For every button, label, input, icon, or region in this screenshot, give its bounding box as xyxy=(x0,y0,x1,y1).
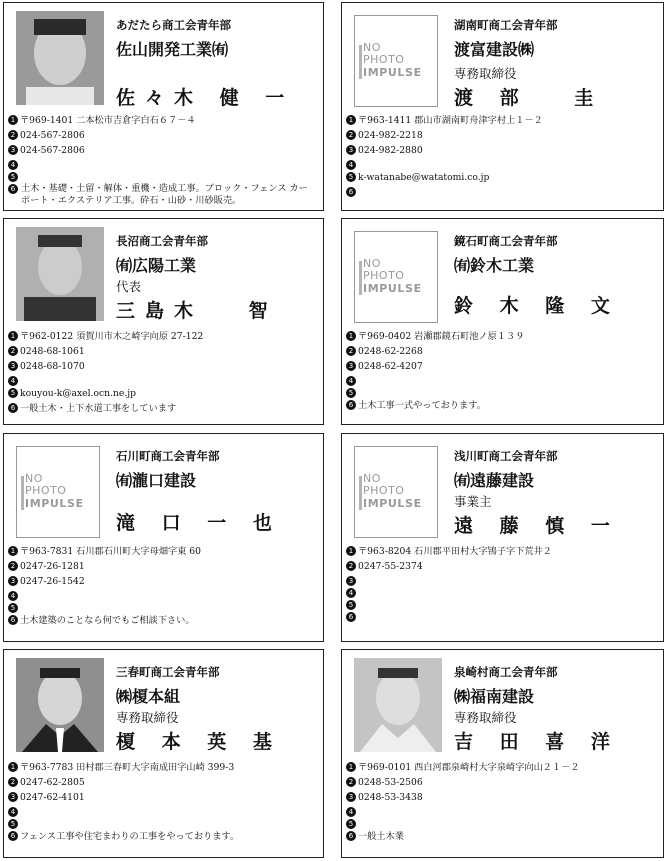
phone-row: 2 0247-26-1281 xyxy=(8,559,319,574)
marker-4: 4 xyxy=(8,376,18,386)
person-name: 鈴 木 隆 文 xyxy=(454,295,620,317)
field-4-row xyxy=(346,158,659,170)
person-name: 渡 部 圭 xyxy=(454,87,604,109)
marker-3: 3 xyxy=(8,792,18,802)
placeholder-text: PHOTO xyxy=(363,269,405,282)
org-name: あだたら商工会青年部 xyxy=(116,18,231,32)
marker-2: 2 xyxy=(8,346,18,356)
placeholder-bar-icon xyxy=(359,45,362,79)
contact-details xyxy=(346,544,659,622)
company-name: ㈲瀧口建設 xyxy=(116,471,197,490)
person-name: 吉 田 喜 洋 xyxy=(454,731,620,753)
phone-row: 2 0248-62-2268 xyxy=(346,344,659,359)
phone-row: 2 024-982-2218 xyxy=(346,128,659,143)
fax-row: 3 0248-62-4207 xyxy=(346,359,659,374)
fax-row: 3 024-567-2806 xyxy=(8,143,319,158)
contact-details xyxy=(346,329,659,413)
no-photo-placeholder xyxy=(354,15,438,107)
description-row: 6 土木建築のことなら何でもご相談下さい。 xyxy=(8,613,319,628)
marker-4: 4 xyxy=(346,160,356,170)
no-photo-placeholder xyxy=(16,446,100,538)
member-card xyxy=(3,433,324,642)
field-4-row xyxy=(8,805,319,817)
description-row: 6 土木工事一式やっております。 xyxy=(346,398,659,413)
contact-details xyxy=(8,544,319,628)
placeholder-text: NO xyxy=(363,41,381,54)
marker-6: 6 xyxy=(8,831,18,841)
marker-5: 5 xyxy=(346,819,356,829)
marker-4: 4 xyxy=(8,591,18,601)
marker-1: 1 xyxy=(8,546,18,556)
marker-2: 2 xyxy=(346,130,356,140)
marker-4: 4 xyxy=(8,807,18,817)
org-name: 浅川町商工会青年部 xyxy=(454,449,558,463)
marker-1: 1 xyxy=(346,115,356,125)
placeholder-text: NO xyxy=(363,257,381,270)
marker-1: 1 xyxy=(346,331,356,341)
member-photo xyxy=(16,11,104,105)
person-name: 三島木 智 xyxy=(116,300,278,322)
no-photo-placeholder xyxy=(354,231,438,323)
company-name: ㈱榎本組 xyxy=(116,687,181,706)
member-card xyxy=(3,649,324,858)
marker-1: 1 xyxy=(8,115,18,125)
org-name: 鏡石町商工会青年部 xyxy=(454,234,558,248)
marker-3: 3 xyxy=(346,792,356,802)
description-row: 6 一般土木・上下水道工事をしています xyxy=(8,401,319,416)
field-4-row xyxy=(8,374,319,386)
address-row: 1 〒969-1401 二本松市吉倉字白石６７－４ xyxy=(8,113,319,128)
address-row: 1 〒963-8204 石川郡平田村大字鴇子字下荒井２ xyxy=(346,544,659,559)
org-name: 三春町商工会青年部 xyxy=(116,665,220,679)
marker-4: 4 xyxy=(8,160,18,170)
impulse-logo: IMPULSE xyxy=(363,66,422,79)
org-name: 石川町商工会青年部 xyxy=(116,449,220,463)
company-name: ㈲広陽工業 xyxy=(116,256,197,275)
marker-3: 3 xyxy=(8,145,18,155)
contact-details xyxy=(8,329,319,416)
org-name: 湖南町商工会青年部 xyxy=(454,18,558,32)
marker-3: 3 xyxy=(346,361,356,371)
company-name: ㈲鈴木工業 xyxy=(454,256,535,275)
marker-3: 3 xyxy=(8,361,18,371)
email-row xyxy=(346,598,659,610)
marker-4: 4 xyxy=(346,807,356,817)
marker-5: 5 xyxy=(346,600,356,610)
marker-5: 5 xyxy=(8,819,18,829)
placeholder-bar-icon xyxy=(359,261,362,295)
member-photo xyxy=(354,658,442,752)
company-name: ㈱福南建設 xyxy=(454,687,535,706)
fax-row: 3 0247-26-1542 xyxy=(8,574,319,589)
marker-1: 1 xyxy=(8,762,18,772)
job-title: 代表 xyxy=(116,279,142,294)
member-card xyxy=(3,218,324,425)
address-row: 1 〒962-0122 須賀川市木之崎字向原 27-122 xyxy=(8,329,319,344)
marker-2: 2 xyxy=(346,346,356,356)
address-row: 1 〒963-7783 田村郡三春町大字南成田字山崎 399-3 xyxy=(8,760,319,775)
marker-1: 1 xyxy=(8,331,18,341)
person-name: 遠 藤 慎 一 xyxy=(454,515,620,537)
fax-row xyxy=(346,574,659,586)
phone-row: 2 0248-68-1061 xyxy=(8,344,319,359)
fax-row: 3 0248-53-3438 xyxy=(346,790,659,805)
no-photo-placeholder xyxy=(354,446,438,538)
field-4-row xyxy=(8,589,319,601)
marker-5: 5 xyxy=(8,603,18,613)
marker-6: 6 xyxy=(346,612,356,622)
marker-5: 5 xyxy=(346,388,356,398)
marker-5: 5 xyxy=(8,172,18,182)
field-4-row xyxy=(346,374,659,386)
placeholder-bar-icon xyxy=(21,476,24,510)
marker-5: 5 xyxy=(346,172,356,182)
marker-3: 3 xyxy=(346,576,356,586)
placeholder-text: NO xyxy=(363,472,381,485)
field-4-row xyxy=(8,158,319,170)
contact-details xyxy=(8,760,319,844)
marker-6: 6 xyxy=(346,831,356,841)
placeholder-text: NO xyxy=(25,472,43,485)
description-row: 6 土木・基礎・土留・解体・重機・造成工事。ブロック・フェンス カーポート・エクステリア工事。砕石・山砂・川砂販売。 xyxy=(8,182,319,207)
description-row xyxy=(346,610,659,622)
marker-4: 4 xyxy=(346,376,356,386)
marker-2: 2 xyxy=(346,777,356,787)
description-row: 6 フェンス工事や住宅まわりの工事をやっております。 xyxy=(8,829,319,844)
address-row: 1 〒963-7831 石川郡石川町大字母畑字東 60 xyxy=(8,544,319,559)
placeholder-text: PHOTO xyxy=(363,484,405,497)
company-name: ㈲遠藤建設 xyxy=(454,471,535,490)
member-card xyxy=(3,2,324,211)
address-row: 1 〒963-1411 郡山市湖南町舟津字村上１－２ xyxy=(346,113,659,128)
member-photo xyxy=(16,658,104,752)
email-row: 5 kouyou-k@axel.ocn.ne.jp xyxy=(8,386,319,401)
email-row xyxy=(346,386,659,398)
description-row xyxy=(346,185,659,197)
person-name: 佐々木 健 一 xyxy=(116,87,295,109)
impulse-logo: IMPULSE xyxy=(363,282,422,295)
org-name: 長沼商工会青年部 xyxy=(116,234,208,248)
phone-row: 2 024-567-2806 xyxy=(8,128,319,143)
description-row: 6 一般土木業 xyxy=(346,829,659,844)
marker-5: 5 xyxy=(8,388,18,398)
member-card xyxy=(341,218,664,425)
contact-details xyxy=(346,113,659,197)
marker-2: 2 xyxy=(346,561,356,571)
marker-2: 2 xyxy=(8,777,18,787)
fax-row: 3 0248-68-1070 xyxy=(8,359,319,374)
marker-6: 6 xyxy=(8,184,18,194)
email-row: 5 k-watanabe@watatomi.co.jp xyxy=(346,170,659,185)
address-row: 1 〒969-0402 岩瀬郡鏡石町池ノ原１３９ xyxy=(346,329,659,344)
impulse-logo: IMPULSE xyxy=(363,497,422,510)
field-4-row xyxy=(346,586,659,598)
marker-6: 6 xyxy=(346,400,356,410)
job-title: 専務取締役 xyxy=(454,66,517,81)
marker-3: 3 xyxy=(8,576,18,586)
phone-row: 2 0247-55-2374 xyxy=(346,559,659,574)
email-row xyxy=(8,601,319,613)
address-row: 1 〒969-0101 西白河郡泉崎村大字泉崎字向山２１－２ xyxy=(346,760,659,775)
company-name: 渡富建設㈱ xyxy=(454,40,535,59)
field-4-row xyxy=(346,805,659,817)
member-card xyxy=(341,2,664,211)
impulse-logo: IMPULSE xyxy=(25,497,84,510)
company-name: 佐山開発工業㈲ xyxy=(116,40,229,59)
marker-6: 6 xyxy=(346,187,356,197)
org-name: 泉崎村商工会青年部 xyxy=(454,665,558,679)
email-row xyxy=(346,817,659,829)
contact-details xyxy=(8,113,319,207)
phone-row: 2 0248-53-2506 xyxy=(346,775,659,790)
placeholder-text: PHOTO xyxy=(363,53,405,66)
person-name: 榎 本 英 基 xyxy=(116,731,282,753)
member-photo xyxy=(16,227,104,321)
marker-6: 6 xyxy=(8,615,18,625)
contact-details xyxy=(346,760,659,844)
email-row xyxy=(8,170,319,182)
placeholder-bar-icon xyxy=(359,476,362,510)
placeholder-text: PHOTO xyxy=(25,484,67,497)
phone-row: 2 0247-62-2805 xyxy=(8,775,319,790)
fax-row: 3 0247-62-4101 xyxy=(8,790,319,805)
marker-1: 1 xyxy=(346,546,356,556)
fax-row: 3 024-982-2880 xyxy=(346,143,659,158)
job-title: 専務取締役 xyxy=(116,710,179,725)
job-title: 事業主 xyxy=(454,494,492,509)
job-title: 専務取締役 xyxy=(454,710,517,725)
marker-1: 1 xyxy=(346,762,356,772)
marker-4: 4 xyxy=(346,588,356,598)
member-card xyxy=(341,433,664,642)
email-row xyxy=(8,817,319,829)
marker-6: 6 xyxy=(8,403,18,413)
marker-3: 3 xyxy=(346,145,356,155)
marker-2: 2 xyxy=(8,561,18,571)
person-name: 滝 口 一 也 xyxy=(116,512,282,534)
member-card xyxy=(341,649,664,858)
marker-2: 2 xyxy=(8,130,18,140)
